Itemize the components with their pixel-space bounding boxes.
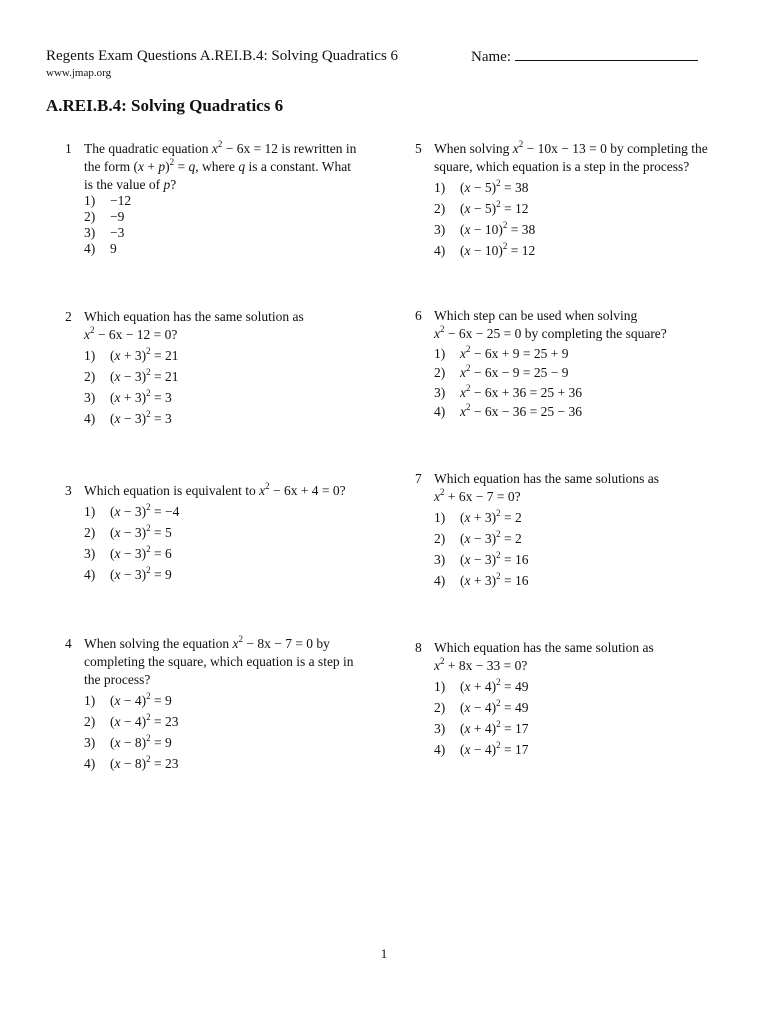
choice-number: 4) — [434, 404, 446, 419]
question-text-line: When solving the equation $x^2 - 8x - 7 = 0$ by — [84, 634, 330, 651]
choice-number: 4) — [84, 567, 96, 582]
choice-text: $(x - 8)^2 = 9$ — [110, 733, 172, 750]
choice-number: 3) — [434, 721, 446, 736]
answer-choice-3[interactable] — [84, 386, 374, 407]
choice-number: 2) — [84, 525, 96, 540]
question-body — [84, 635, 374, 773]
choice-number: 4) — [84, 756, 96, 771]
question-number: 1 — [65, 141, 72, 156]
answer-choices — [434, 176, 724, 260]
answer-choices — [434, 343, 724, 421]
choice-number: 1) — [84, 348, 96, 363]
choice-number: 3) — [434, 384, 446, 400]
answer-choice-1[interactable] — [84, 194, 374, 210]
choice-number: 1) — [434, 180, 446, 195]
choice-number: 2) — [84, 714, 96, 729]
name-blank-line[interactable] — [515, 47, 698, 61]
answer-choice-1[interactable] — [434, 675, 724, 696]
choice-text: $(x + 3)^2 = 3$ — [110, 388, 172, 405]
choice-number: 4) — [84, 411, 96, 426]
choice-number: 3) — [84, 735, 96, 750]
question-number: 2 — [65, 309, 72, 324]
choice-text: $(x - 4)^2 = 49$ — [460, 698, 529, 715]
name-field[interactable] — [471, 47, 698, 66]
question-body — [84, 482, 374, 584]
question-text-line: $x^2 - 6x - 12 = 0$? — [84, 325, 178, 342]
question-body — [434, 140, 724, 260]
answer-choices — [84, 500, 374, 584]
choice-number: 4) — [84, 241, 96, 256]
answer-choice-2[interactable] — [84, 210, 374, 226]
choice-text: $(x - 4)^2 = 23$ — [110, 712, 179, 729]
choice-text: $(x - 3)^2 = -4$ — [110, 502, 180, 519]
question-text-line: completing the square, which equation is a step in — [84, 654, 354, 669]
header-title: Regents Exam Questions A.REI.B.4: Solving Quadratics 6 — [46, 48, 399, 64]
choice-number: 2) — [84, 209, 96, 224]
question-text-line: Which equation is equivalent to $x^2 - 6x + 4 = 0$? — [84, 481, 346, 498]
question-body — [434, 307, 724, 421]
answer-choice-4[interactable] — [84, 563, 374, 584]
answer-choice-2[interactable] — [84, 365, 374, 386]
answer-choice-2[interactable] — [434, 527, 724, 548]
source-url: www.jmap.org — [46, 67, 112, 79]
answer-choice-4[interactable] — [434, 569, 724, 590]
answer-choice-2[interactable] — [434, 197, 724, 218]
choice-number: 4) — [434, 573, 446, 588]
answer-choice-2[interactable] — [434, 696, 724, 717]
page-title: A.REI.B.4: Solving Quadratics 6 — [46, 96, 284, 115]
question-number: 3 — [65, 483, 72, 498]
answer-choice-3[interactable] — [84, 731, 374, 752]
choice-number: 3) — [434, 222, 446, 237]
question-text-line: $x^2 + 8x - 33 = 0$? — [434, 656, 528, 673]
choice-number: 2) — [434, 700, 446, 715]
choice-text: $(x + 3)^2 = 21$ — [110, 346, 179, 363]
question-body — [434, 639, 724, 759]
answer-choices — [434, 506, 724, 590]
answer-choice-1[interactable] — [434, 343, 724, 363]
answer-choices — [84, 344, 374, 428]
question-text-line: square, which equation is a step in the process? — [434, 159, 690, 174]
choice-text: $(x - 4)^2 = 17$ — [460, 740, 529, 757]
answer-choice-1[interactable] — [84, 344, 374, 365]
choice-number: 1) — [434, 510, 446, 525]
question-text-line: When solving $x^2 - 10x - 13 = 0$ by completing the — [434, 139, 708, 156]
choice-number: 4) — [434, 243, 446, 258]
page-number: 1 — [380, 946, 388, 961]
choice-text: 9 — [110, 241, 117, 256]
answer-choice-3[interactable] — [434, 717, 724, 738]
answer-choice-4[interactable] — [434, 402, 724, 422]
choice-number: 2) — [434, 531, 446, 546]
answer-choice-3[interactable] — [84, 226, 374, 242]
choice-text: $x^2 - 6x + 36 = 25 + 36$ — [460, 382, 582, 400]
choice-number: 3) — [84, 225, 96, 240]
answer-choice-3[interactable] — [434, 548, 724, 569]
question-text-line: Which step can be used when solving — [434, 308, 638, 323]
question-number: 7 — [415, 471, 422, 486]
answer-choice-4[interactable] — [434, 738, 724, 759]
question-number: 5 — [415, 141, 422, 156]
question-number: 4 — [65, 636, 72, 651]
choice-text: $(x - 3)^2 = 6$ — [110, 544, 172, 561]
choice-text: $(x - 3)^2 = 16$ — [460, 550, 529, 567]
question-text-line: the form $(x + p)^2 = q$, where q is a constant. What — [84, 157, 351, 174]
question-number: 6 — [415, 308, 422, 323]
question-text-line: Which equation has the same solutions as — [434, 471, 659, 486]
choice-number: 1) — [84, 193, 96, 208]
answer-choices — [84, 194, 374, 258]
answer-choice-3[interactable] — [84, 542, 374, 563]
choice-number: 3) — [84, 390, 96, 405]
choice-text: −12 — [110, 193, 132, 208]
question-body — [84, 140, 374, 258]
answer-choices — [84, 689, 374, 773]
question-body — [434, 470, 724, 590]
answer-choices — [434, 675, 724, 759]
answer-choice-3[interactable] — [434, 218, 724, 239]
choice-text: $(x - 5)^2 = 12$ — [460, 199, 529, 216]
answer-choice-4[interactable] — [84, 407, 374, 428]
answer-choice-1[interactable] — [434, 176, 724, 197]
choice-text: $(x + 3)^2 = 16$ — [460, 571, 529, 588]
question-text-line: is the value of p? — [84, 177, 177, 192]
choice-number: 1) — [434, 345, 446, 361]
choice-text: −3 — [110, 225, 125, 240]
answer-choice-4[interactable] — [84, 242, 374, 258]
answer-choice-4[interactable] — [434, 239, 724, 260]
choice-number: 3) — [434, 552, 446, 567]
choice-text: $(x + 3)^2 = 2$ — [460, 508, 522, 525]
answer-choice-2[interactable] — [84, 710, 374, 731]
choice-number: 1) — [84, 693, 96, 708]
choice-text: $(x - 4)^2 = 9$ — [110, 691, 172, 708]
choice-text: $(x - 10)^2 = 12$ — [460, 241, 536, 258]
choice-number: 1) — [434, 679, 446, 694]
answer-choice-2[interactable] — [84, 521, 374, 542]
choice-number: 4) — [434, 742, 446, 757]
choice-text: $(x - 3)^2 = 5$ — [110, 523, 172, 540]
question-text-line: The quadratic equation $x^2 - 6x = 12$ is rewritten in — [84, 139, 357, 156]
question-text-line: $x^2 - 6x - 25 = 0$ by completing the square? — [434, 324, 667, 341]
choice-text: $x^2 - 6x + 9 = 25 + 9$ — [460, 343, 569, 361]
answer-choice-2[interactable] — [434, 363, 724, 383]
choice-text: $(x - 3)^2 = 2$ — [460, 529, 522, 546]
answer-choice-1[interactable] — [84, 689, 374, 710]
choice-text: $(x - 3)^2 = 9$ — [110, 565, 172, 582]
choice-number: 2) — [434, 365, 446, 380]
choice-text: −9 — [110, 209, 125, 224]
choice-text: $(x + 4)^2 = 49$ — [460, 677, 529, 694]
question-text-line: Which equation has the same solution as — [434, 640, 654, 655]
choice-number: 3) — [84, 546, 96, 561]
choice-number: 1) — [84, 504, 96, 519]
choice-text: $(x - 10)^2 = 38$ — [460, 220, 536, 237]
answer-choice-1[interactable] — [434, 506, 724, 527]
choice-text: $(x - 8)^2 = 23$ — [110, 754, 179, 771]
answer-choice-4[interactable] — [84, 752, 374, 773]
choice-text: $x^2 - 6x - 9 = 25 - 9$ — [460, 363, 569, 380]
choice-text: $(x - 5)^2 = 38$ — [460, 178, 529, 195]
choice-text: $(x - 3)^2 = 21$ — [110, 367, 179, 384]
question-text-line: Which equation has the same solution as — [84, 309, 304, 324]
choice-text: $x^2 - 6x - 36 = 25 - 36$ — [460, 402, 582, 419]
name-label: Name: — [471, 49, 511, 65]
question-body — [84, 308, 374, 428]
answer-choice-1[interactable] — [84, 500, 374, 521]
answer-choice-3[interactable] — [434, 382, 724, 402]
choice-number: 2) — [84, 369, 96, 384]
question-text-line: $x^2 + 6x - 7 = 0$? — [434, 487, 521, 504]
question-number: 8 — [415, 640, 422, 655]
choice-text: $(x + 4)^2 = 17$ — [460, 719, 529, 736]
question-text-line: the process? — [84, 672, 151, 687]
choice-number: 2) — [434, 201, 446, 216]
choice-text: $(x - 3)^2 = 3$ — [110, 409, 172, 426]
